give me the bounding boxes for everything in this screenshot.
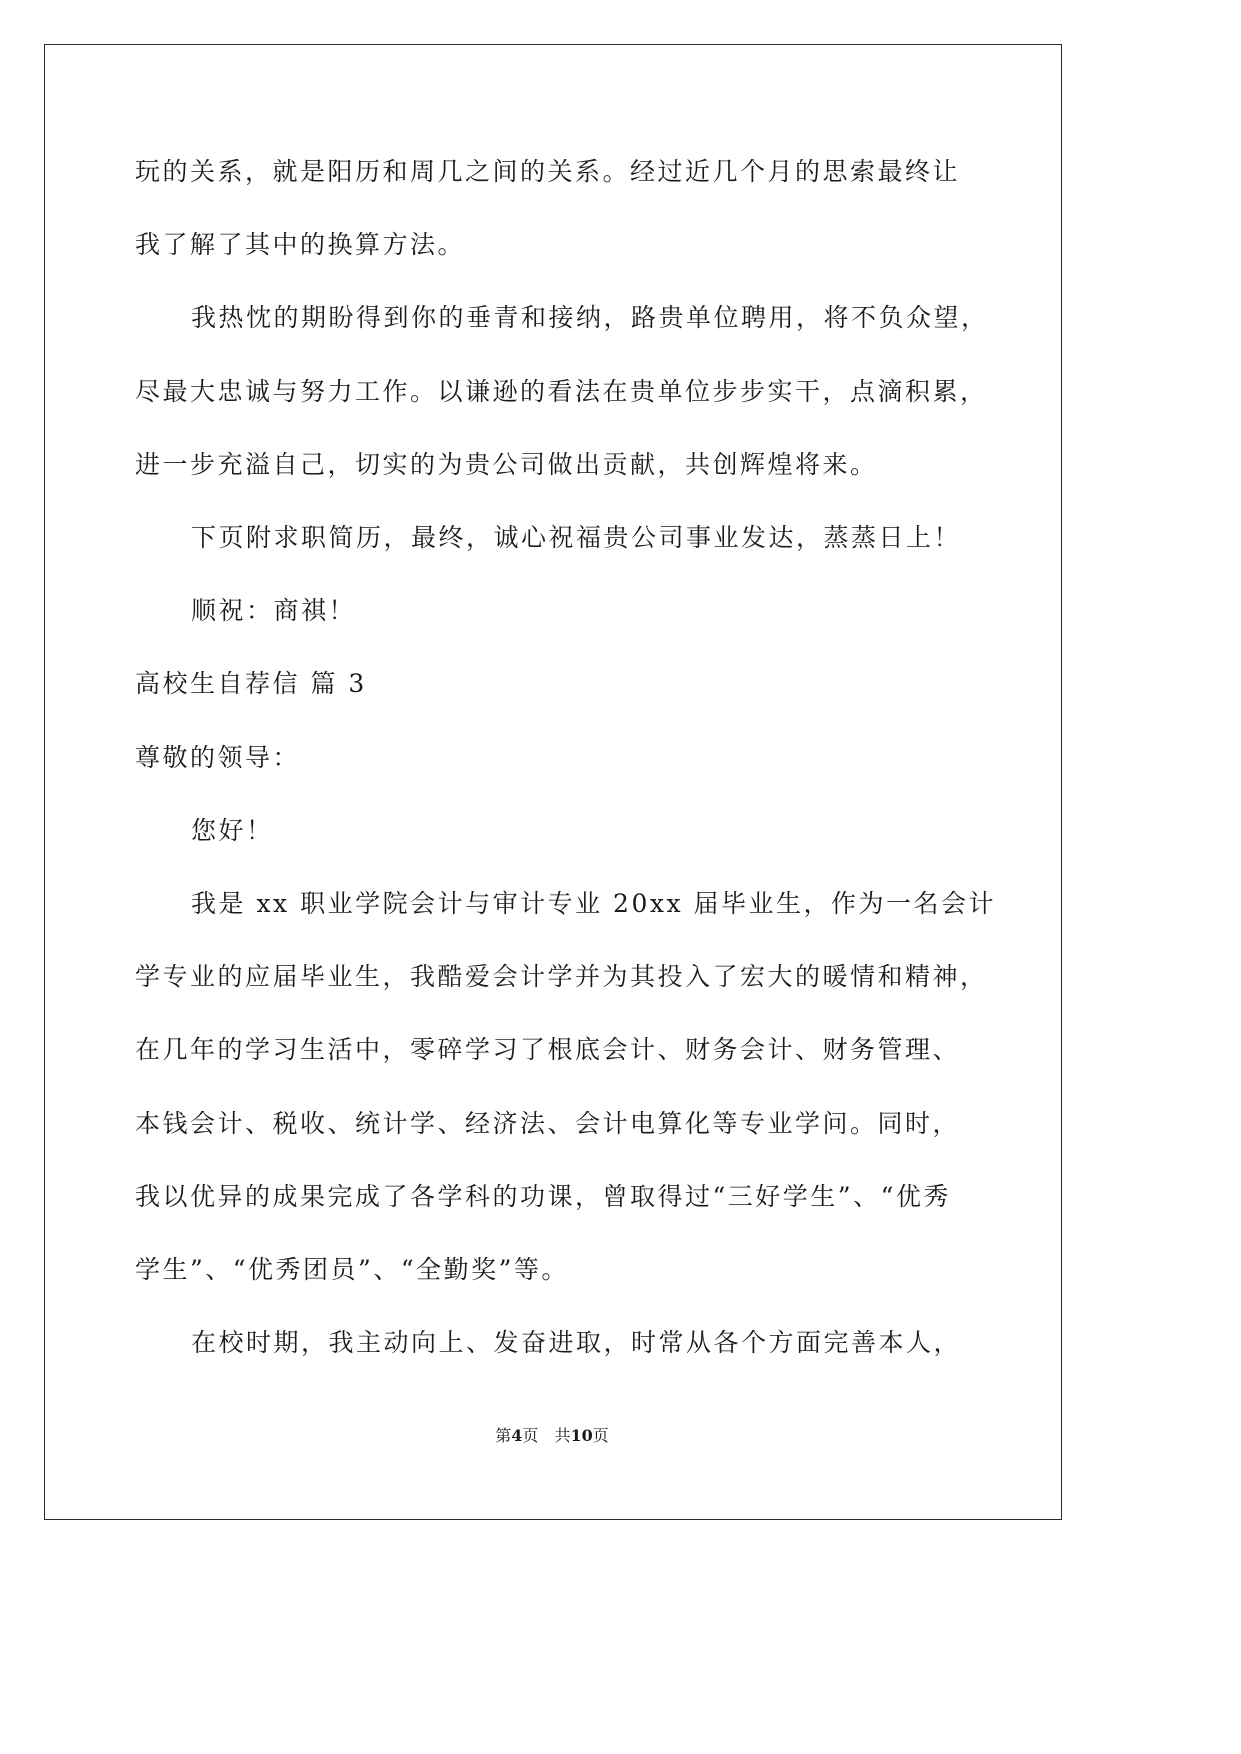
body-text-line: 进一步充溢自己，切实的为贵公司做出贡献，共创辉煌将来。 <box>135 450 878 479</box>
current-page-number: 4 <box>511 1426 523 1445</box>
salutation: 尊敬的领导： <box>135 743 301 772</box>
body-text-line: 我了解了其中的换算方法。 <box>135 230 466 259</box>
footer-total-prefix: 共 <box>554 1426 571 1445</box>
body-text-line: 学专业的应届毕业生，我酷爱会计学并为其投入了宏大的暖情和精神， <box>135 962 988 991</box>
body-text-line: 我以优异的成果完成了各学科的功课，曾取得过“三好学生”、“优秀 <box>135 1182 951 1211</box>
body-text-line: 我热忱的期盼得到你的垂青和接纳，路贵单位聘用，将不负众望， <box>191 303 989 332</box>
body-text-line: 我是 xx 职业学院会计与审计专业 20xx 届毕业生，作为一名会计 <box>191 889 996 918</box>
footer-page-suffix: 页 <box>522 1426 539 1445</box>
body-text-line: 尽最大忠诚与努力工作。以谦逊的看法在贵单位步步实干，点滴积累， <box>135 377 988 406</box>
body-text-line: 学生”、“优秀团员”、“全勤奖”等。 <box>135 1255 569 1284</box>
body-text-line: 在几年的学习生活中，零碎学习了根底会计、财务会计、财务管理、 <box>135 1035 961 1064</box>
page-footer <box>0 1425 1104 1447</box>
footer-total-suffix: 页 <box>592 1426 609 1445</box>
greeting: 您好！ <box>191 816 274 845</box>
total-pages-number: 10 <box>570 1426 593 1445</box>
body-text-line: 玩的关系，就是阳历和周几之间的关系。经过近几个月的思索最终让 <box>135 157 961 186</box>
page-border <box>44 44 1062 1520</box>
section-heading: 高校生自荐信 篇 3 <box>135 669 367 698</box>
body-text-line: 本钱会计、税收、统计学、经济法、会计电算化等专业学问。同时， <box>135 1109 961 1138</box>
closing-greeting: 顺祝：商祺！ <box>191 596 357 625</box>
body-text-line: 在校时期，我主动向上、发奋进取，时常从各个方面完善本人， <box>191 1328 962 1357</box>
footer-prefix: 第 <box>495 1426 512 1445</box>
body-text-line: 下页附求职简历，最终，诚心祝福贵公司事业发达，蒸蒸日上！ <box>191 523 962 552</box>
